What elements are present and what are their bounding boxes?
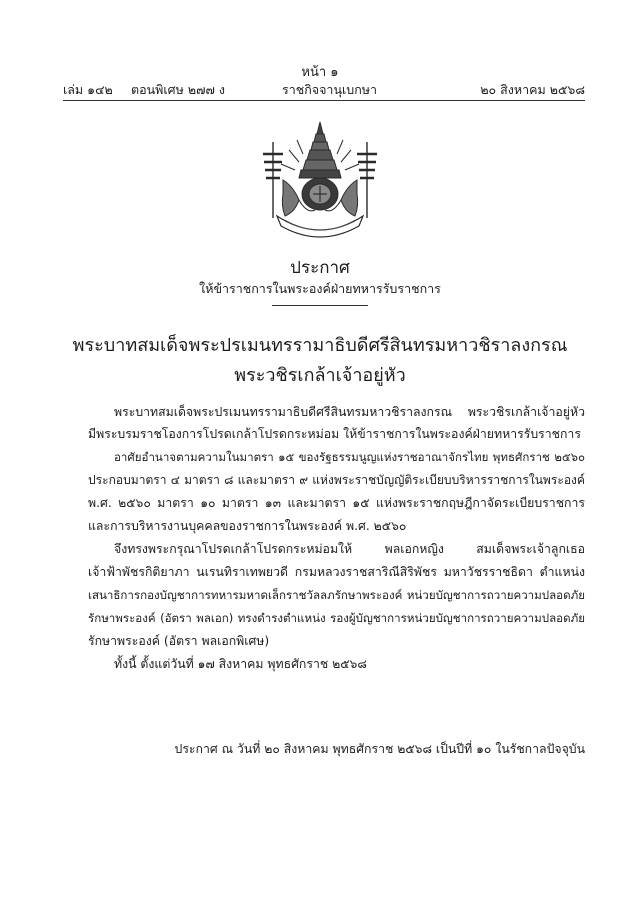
body-line: มีพระบรมราชโองการโปรดเกล้าโปรดกระหม่อม ให้ข้าราชการในพระองค์ฝ่ายทหารรับราชการ [88, 427, 581, 441]
body-line: และการบริหารงานบุคคลของราชการในพระองค์ พ.ศ. ๒๕๖๐ [88, 519, 407, 533]
king-title-line-1: พระบาทสมเด็จพระปรเมนทรรามาธิบดีศรีสินทรมหาวชิราลงกรณ [72, 335, 568, 356]
body-line: อาศัยอำนาจตามความในมาตรา ๑๕ ของรัฐธรรมนูญแห่งราชอาณาจักรไทย พุทธศักราช ๒๕๖๐ [114, 450, 585, 464]
signature-date-line: ประกาศ ณ วันที่ ๒๐ สิงหาคม พุทธศักราช ๒๕๖๘ เป็นปีที่ ๑๐ ในรัชกาลปัจจุบัน [174, 742, 585, 756]
announcement-title: ประกาศ [290, 258, 350, 278]
body-line: เสนาธิการกองบัญชาการทหารมหาดเล็กราชวัลลภรักษาพระองค์ หน่วยบัญชาการถวายความปลอดภัย [88, 588, 585, 602]
effective-date-line: ทั้งนี้ ตั้งแต่วันที่ ๑๗ สิงหาคม พุทธศักราช ๒๕๖๘ [114, 657, 367, 671]
body-line: จึงทรงพระกรุณาโปรดเกล้าโปรดกระหม่อมให้ พลเอกหญิง สมเด็จพระเจ้าลูกเธอ [114, 542, 585, 556]
gazette-header [63, 80, 585, 98]
issue-label: ตอนพิเศษ ๒๗๗ ง [131, 82, 225, 97]
page-number: หน้า ๑ [301, 65, 339, 80]
king-title-line-2: พระวชิรเกล้าเจ้าอยู่หัว [234, 365, 406, 386]
announcement-subtitle: ให้ข้าราชการในพระองค์ฝ่ายทหารรับราชการ [199, 281, 441, 296]
body-line: ประกอบมาตรา ๔ มาตรา ๘ และมาตรา ๙ แห่งพระราชบัญญัติระเบียบบริหารราชการในพระองค์ [88, 473, 585, 487]
body-line: รักษาพระองค์ (อัตรา พลเอก) ทรงดำรงตำแหน่ง รองผู้บัญชาการหน่วยบัญชาการถวายความปลอดภัย [88, 611, 585, 625]
volume-label: เล่ม ๑๔๒ [63, 82, 113, 97]
header-divider [63, 100, 585, 101]
title-divider [272, 305, 368, 306]
body-line: พระบาทสมเด็จพระปรเมนทรรามาธิบดีศรีสินทรมหาวชิราลงกรณ พระวชิรเกล้าเจ้าอยู่หัว [114, 405, 585, 419]
body-line: พ.ศ. ๒๕๖๐ มาตรา ๑๐ มาตรา ๑๓ และมาตรา ๑๕ แห่งพระราชกฤษฎีกาจัดระเบียบราชการ [88, 496, 585, 510]
gazette-name: ราชกิจจานุเบกษา [282, 82, 378, 97]
header-date: ๒๐ สิงหาคม ๒๕๖๘ [480, 82, 585, 97]
body-line: เจ้าฟ้าพัชรกิติยาภา นเรนทิราเทพยวดี กรมหลวงราชสาริณีสิริพัชร มหาวัชรราชธิดา ตำแหน่ง [88, 565, 585, 579]
body-line: รักษาพระองค์ (อัตรา พลเอกพิเศษ) [88, 634, 270, 648]
royal-emblem-icon [255, 120, 385, 242]
